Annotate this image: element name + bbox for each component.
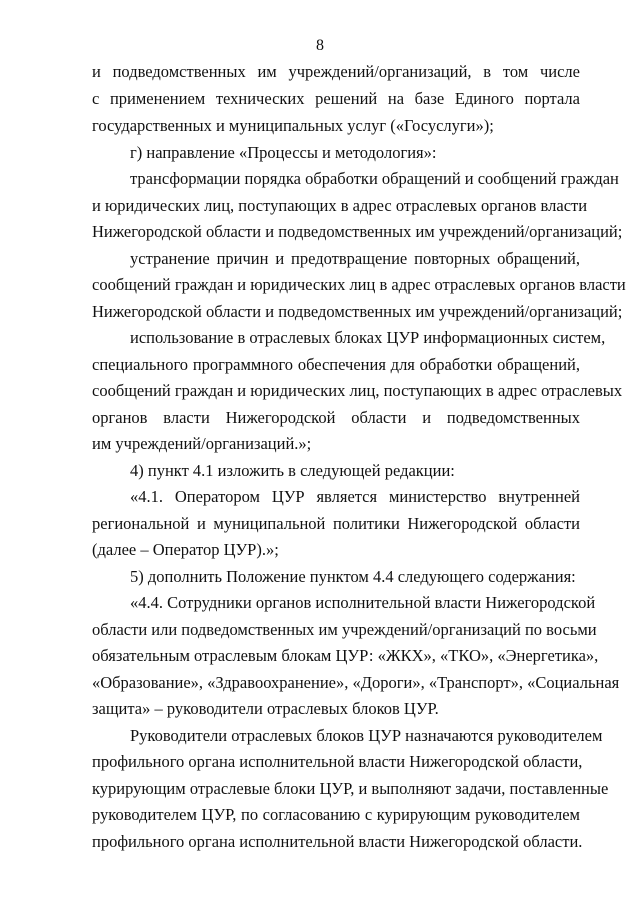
text-line: Руководители отраслевых блоков ЦУР назначаются руководителем <box>130 726 603 745</box>
text-line: Нижегородской области и подведомственных им учреждений/организаций; <box>92 222 623 241</box>
text-line: курирующим отраслевые блоки ЦУР, и выполняют задачи, поставленные <box>92 779 609 798</box>
text-line: специального программного обеспечения для обработки обращений, <box>92 355 580 374</box>
text-line: (далее – Оператор ЦУР).»; <box>92 540 279 559</box>
text-line: с применением технических решений на базе Единого портала <box>92 89 580 108</box>
page-number: 8 <box>316 37 324 54</box>
text-line: обязательным отраслевым блокам ЦУР: «ЖКХ», «ТКО», «Энергетика», <box>92 646 599 665</box>
text-line: использование в отраслевых блоках ЦУР информационных систем, <box>130 328 606 347</box>
text-line: «Образование», «Здравоохранение», «Дороги», «Транспорт», «Социальная <box>92 673 620 692</box>
text-line: им учреждений/организаций.»; <box>92 434 312 453</box>
text-line: региональной и муниципальной политики Нижегородской области <box>92 514 580 533</box>
text-line: профильного органа исполнительной власти Нижегородской области. <box>92 832 583 851</box>
text-line: 5) дополнить Положение пунктом 4.4 следующего содержания: <box>130 567 576 586</box>
text-line: защита» – руководители отраслевых блоков ЦУР. <box>92 699 439 718</box>
text-line: области или подведомственных им учреждений/организаций по восьми <box>92 620 597 639</box>
text-line: трансформации порядка обработки обращений и сообщений граждан <box>130 169 619 188</box>
text-line: сообщений граждан и юридических лиц в адрес отраслевых органов власти <box>92 275 626 294</box>
text-line: и юридических лиц, поступающих в адрес отраслевых органов власти <box>92 196 588 215</box>
text-line: 4) пункт 4.1 изложить в следующей редакции: <box>130 461 455 480</box>
text-line: «4.4. Сотрудники органов исполнительной власти Нижегородской <box>130 593 596 612</box>
text-line: Нижегородской области и подведомственных им учреждений/организаций; <box>92 302 623 321</box>
text-line: государственных и муниципальных услуг («Госуслуги»); <box>92 116 494 135</box>
text-line: устранение причин и предотвращение повторных обращений, <box>130 249 580 268</box>
text-line: профильного органа исполнительной власти Нижегородской области, <box>92 752 583 771</box>
text-line: органов власти Нижегородской области и подведомственных <box>92 408 580 427</box>
text-line: «4.1. Оператором ЦУР является министерство внутренней <box>130 487 580 506</box>
text-line: г) направление «Процессы и методология»: <box>130 143 437 162</box>
text-line: и подведомственных им учреждений/организаций, в том числе <box>92 62 580 81</box>
text-line: руководителем ЦУР, по согласованию с курирующим руководителем <box>92 805 580 824</box>
text-line: сообщений граждан и юридических лиц, поступающих в адрес отраслевых <box>92 381 623 400</box>
